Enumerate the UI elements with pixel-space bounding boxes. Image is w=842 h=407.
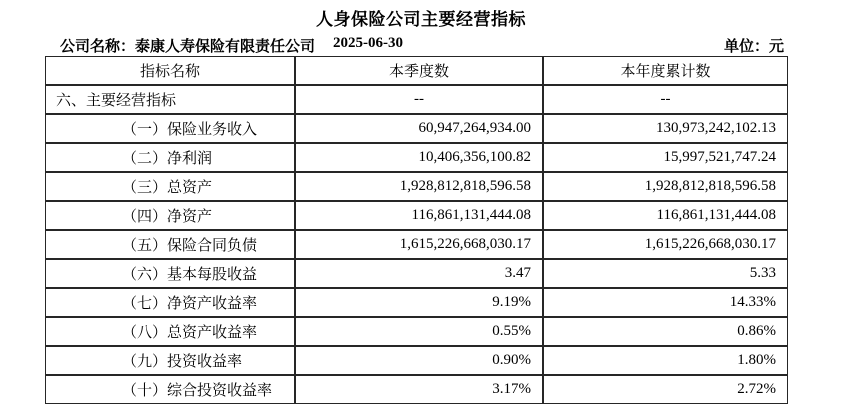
header-ytd-value: 本年度累计数 xyxy=(543,56,788,85)
indicator-name-cell: （四）净资产 xyxy=(45,201,295,230)
table-row xyxy=(45,346,788,375)
quarter-value-cell: 3.47 xyxy=(295,259,543,288)
quarter-value-cell: 116,861,131,444.08 xyxy=(295,201,543,230)
table-row xyxy=(45,317,788,346)
indicators-table xyxy=(45,56,788,404)
header-quarter-value: 本季度数 xyxy=(295,56,543,85)
indicator-name-cell: （八）总资产收益率 xyxy=(45,317,295,346)
quarter-value-cell: 1,928,812,818,596.58 xyxy=(295,172,543,201)
ytd-value-cell: 14.33% xyxy=(543,288,788,317)
table-body xyxy=(45,85,788,404)
ytd-value-cell: 2.72% xyxy=(543,375,788,404)
quarter-value-cell: 60,947,264,934.00 xyxy=(295,114,543,143)
quarter-value-cell: 1,615,226,668,030.17 xyxy=(295,230,543,259)
table-row xyxy=(45,172,788,201)
table-row xyxy=(45,288,788,317)
quarter-value-cell: 10,406,356,100.82 xyxy=(295,143,543,172)
ytd-value-cell: 5.33 xyxy=(543,259,788,288)
header-indicator-name: 指标名称 xyxy=(45,56,295,85)
table-row xyxy=(45,259,788,288)
ytd-value-cell: 1,928,812,818,596.58 xyxy=(543,172,788,201)
indicator-name-cell: （十）综合投资收益率 xyxy=(45,375,295,404)
indicator-name-cell: （五）保险合同负债 xyxy=(45,230,295,259)
indicator-name-cell: （七）净资产收益率 xyxy=(45,288,295,317)
indicator-name-cell: （九）投资收益率 xyxy=(45,346,295,375)
table-row xyxy=(45,114,788,143)
table-row xyxy=(45,201,788,230)
ytd-value-cell: 116,861,131,444.08 xyxy=(543,201,788,230)
ytd-value-cell: -- xyxy=(543,85,788,114)
quarter-value-cell: -- xyxy=(295,85,543,114)
report-date: 2025-06-30 xyxy=(333,35,404,51)
table-row xyxy=(45,85,788,114)
indicator-name-cell: （一）保险业务收入 xyxy=(45,114,295,143)
table-row xyxy=(45,143,788,172)
quarter-value-cell: 0.55% xyxy=(295,317,543,346)
quarter-value-cell: 3.17% xyxy=(295,375,543,404)
indicator-name-cell: （六）基本每股收益 xyxy=(45,259,295,288)
ytd-value-cell: 0.86% xyxy=(543,317,788,346)
ytd-value-cell: 130,973,242,102.13 xyxy=(543,114,788,143)
quarter-value-cell: 0.90% xyxy=(295,346,543,375)
indicator-name-cell: （二）净利润 xyxy=(45,143,295,172)
meta-line xyxy=(60,35,784,56)
company-name-label: 公司名称：泰康人寿保险有限责任公司 xyxy=(60,39,316,55)
ytd-value-cell: 1,615,226,668,030.17 xyxy=(543,230,788,259)
indicator-name-cell: （三）总资产 xyxy=(45,172,295,201)
quarter-value-cell: 9.19% xyxy=(295,288,543,317)
indicator-name-cell: 六、主要经营指标 xyxy=(45,85,295,114)
table-row xyxy=(45,230,788,259)
table-row xyxy=(45,375,788,404)
table-header-row xyxy=(45,56,788,85)
ytd-value-cell: 15,997,521,747.24 xyxy=(543,143,788,172)
company-info xyxy=(60,35,403,56)
unit-label: 单位：元 xyxy=(723,39,784,55)
page-title: 人身保险公司主要经营指标 xyxy=(316,10,526,29)
ytd-value-cell: 1.80% xyxy=(543,346,788,375)
